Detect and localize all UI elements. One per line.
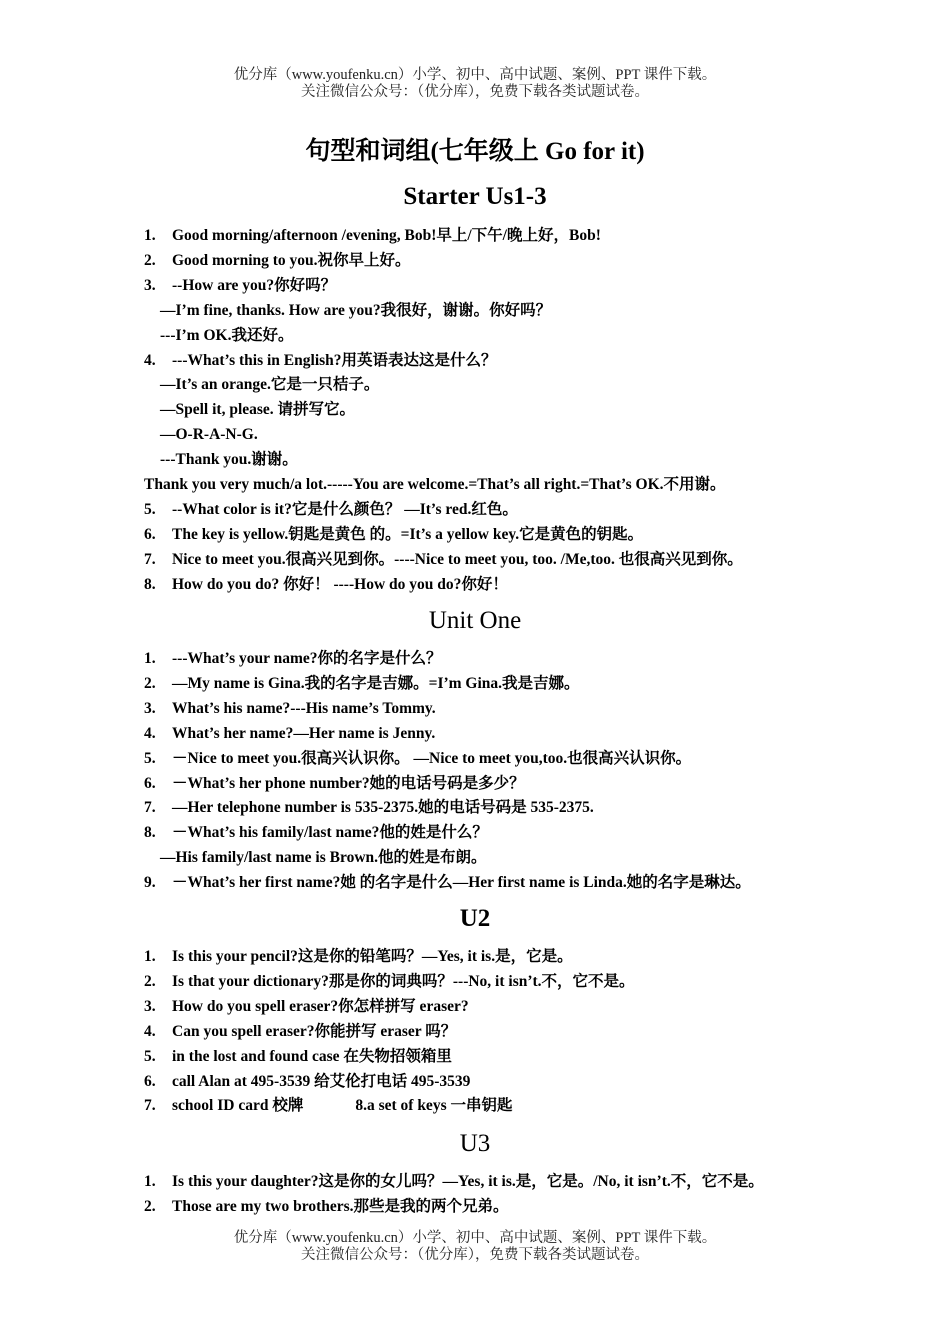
item-text: The key is yellow.钥匙是黄色 的。=It’s a yellow key.它是黄色的钥匙。: [172, 525, 644, 543]
list-item: [144, 1047, 452, 1067]
item-text: Can you spell eraser?你能拼写 eraser 吗？: [172, 1022, 457, 1040]
list-item: [160, 450, 298, 470]
item-text: ---Thank you.谢谢。: [160, 451, 298, 469]
list-item: [144, 997, 469, 1017]
item-text: Those are my two brothers.那些是我的两个兄弟。: [172, 1198, 509, 1215]
list-item: [144, 774, 525, 794]
item-text: —His family/last name is Brown.他的姓是布朗。: [160, 849, 487, 867]
section-title-unit2: U2: [459, 905, 491, 932]
item-number: 5.: [144, 500, 156, 518]
item-text: Good morning to you.祝你早上好。: [172, 251, 411, 269]
item-number: 2.: [144, 1198, 156, 1215]
item-number: 7.: [144, 799, 156, 817]
item-number: 1.: [144, 1173, 156, 1190]
item-text: Nice to meet you.很高兴见到你。----Nice to meet you, too. /Me,too. 也很高兴见到你。: [172, 550, 743, 568]
list-item: [144, 873, 751, 893]
list-item: [144, 1197, 509, 1217]
item-number: 7.: [144, 550, 156, 568]
item-number: 4.: [144, 1022, 156, 1040]
list-item: [144, 575, 508, 595]
item-number: 1.: [144, 227, 156, 244]
list-item: [144, 798, 594, 818]
item-text: —Spell it, please. 请拼写它。: [160, 401, 356, 419]
item-text: --How are you?你好吗？: [172, 276, 337, 294]
item-text: What’s her name?—Her name is Jenny.: [172, 724, 436, 742]
item-number: 3.: [144, 699, 156, 717]
list-item: [160, 301, 551, 321]
list-item: [144, 749, 691, 769]
header-line-2: 关注微信公众号：（优分库），免费下载各类试题试卷。: [301, 84, 649, 100]
item-number: 6.: [144, 525, 156, 543]
list-item: [144, 1022, 456, 1042]
item-number: 6.: [144, 774, 156, 792]
list-item: [160, 848, 487, 868]
list-item: [144, 550, 743, 570]
list-item: [144, 1096, 512, 1116]
footer-line-1: 优分库（www.youfenku.cn）小学、初中、高中试题、案例、PPT 课件下载。: [233, 1230, 717, 1246]
list-item: [144, 649, 442, 669]
section-title-unit3: U3: [459, 1130, 491, 1157]
list-item: [144, 251, 411, 271]
section-title-starter: Starter Us1-3: [403, 183, 547, 210]
item-text: How do you spell eraser?你怎样拼写 eraser?: [172, 997, 469, 1015]
item-number: 3.: [144, 276, 156, 294]
item-text: —O-R-A-N-G.: [160, 426, 258, 444]
list-item: [144, 226, 601, 246]
list-item: [144, 525, 643, 545]
item-number: 1.: [144, 948, 156, 965]
item-text: call Alan at 495-3539 给艾伦打电话 495-3539: [172, 1072, 471, 1090]
item-number: 9.: [144, 874, 156, 892]
section-title-unit1: Unit One: [428, 607, 522, 634]
item-text: ---What’s this in English?用英语表达这是什么？: [172, 351, 497, 369]
item-text: Thank you very much/a lot.-----You are welcome.=That’s all right.=That’s OK.不用谢。: [144, 476, 726, 493]
list-item: [144, 1172, 764, 1192]
item-text: How do you do? 你好！ ----How do you do?你好！: [172, 575, 508, 593]
item-number: 6.: [144, 1072, 156, 1090]
list-item: [144, 699, 436, 719]
list-item: [144, 947, 573, 967]
item-number: 4.: [144, 351, 156, 369]
footer-line-2: 关注微信公众号：（优分库），免费下载各类试题试卷。: [301, 1247, 649, 1263]
list-item: [144, 674, 580, 694]
item-number: 5.: [144, 749, 156, 767]
item-text: —Her telephone number is 535-2375.她的电话号码是 535-2375.: [172, 799, 594, 817]
item-text-extra: 8.a set of keys 一串钥匙: [355, 1097, 513, 1115]
list-item: [160, 425, 258, 445]
header-line-1: 优分库（www.youfenku.cn）小学、初中、高中试题、案例、PPT 课件下载。: [233, 67, 717, 83]
list-item: [144, 500, 518, 520]
item-text: －Nice to meet you.很高兴认识你。 —Nice to meet you,too.也很高兴认识你。: [172, 749, 692, 767]
list-item: [144, 972, 635, 992]
item-text: Good morning/afternoon /evening, Bob!早上/下午/晚上好，Bob!: [172, 227, 601, 244]
item-number: 7.: [144, 1097, 156, 1115]
item-number: 2.: [144, 972, 156, 990]
item-text: --What color is it?它是什么颜色？ —It’s red.红色。: [172, 500, 518, 518]
list-item: [160, 326, 293, 346]
list-item: [144, 823, 488, 843]
item-text: —My name is Gina.我的名字是吉娜。=I’m Gina.我是吉娜。: [172, 674, 580, 692]
item-text: —I’m fine, thanks. How are you?我很好，谢谢。你好吗？: [160, 301, 552, 319]
item-text: —It’s an orange.它是一只桔子。: [160, 376, 380, 394]
list-item: [144, 276, 336, 296]
item-number: 1.: [144, 650, 156, 667]
item-number: 2.: [144, 674, 156, 692]
item-text: What’s his name?---His name’s Tommy.: [172, 699, 436, 717]
item-text: ---I’m OK.我还好。: [160, 326, 294, 344]
doc-title: 句型和词组(七年级上 Go for it): [305, 138, 645, 165]
item-text: －What’s her first name?她 的名字是什么—Her first name is Linda.她的名字是琳达。: [172, 874, 751, 892]
item-text: Is this your daughter?这是你的女儿吗？—Yes, it is.是，它是。/No, it isn’t.不，它不是。: [172, 1173, 764, 1190]
item-text: Is that your dictionary?那是你的词典吗？---No, it isn’t.不，它不是。: [172, 972, 635, 990]
item-number: 8.: [144, 575, 156, 593]
list-item: [144, 475, 726, 495]
item-number: 4.: [144, 724, 156, 742]
item-text: school ID card 校牌: [172, 1097, 304, 1115]
item-number: 8.: [144, 824, 156, 842]
item-text: Is this your pencil?这是你的铅笔吗？—Yes, it is.是，它是。: [172, 948, 573, 965]
list-item: [144, 351, 497, 371]
item-number: 2.: [144, 251, 156, 269]
page-footer: [0, 1230, 950, 1264]
list-item: [160, 375, 379, 395]
item-text: －What’s his family/last name?他的姓是什么？: [172, 824, 488, 842]
list-item: [160, 400, 355, 420]
item-text: in the lost and found case 在失物招领箱里: [172, 1047, 452, 1065]
list-item: [144, 724, 435, 744]
item-number: 3.: [144, 997, 156, 1015]
item-text: －What’s her phone number?她的电话号码是多少？: [172, 774, 525, 792]
list-item: [144, 1072, 470, 1092]
item-text: ---What’s your name?你的名字是什么？: [172, 650, 442, 667]
item-number: 5.: [144, 1047, 156, 1065]
